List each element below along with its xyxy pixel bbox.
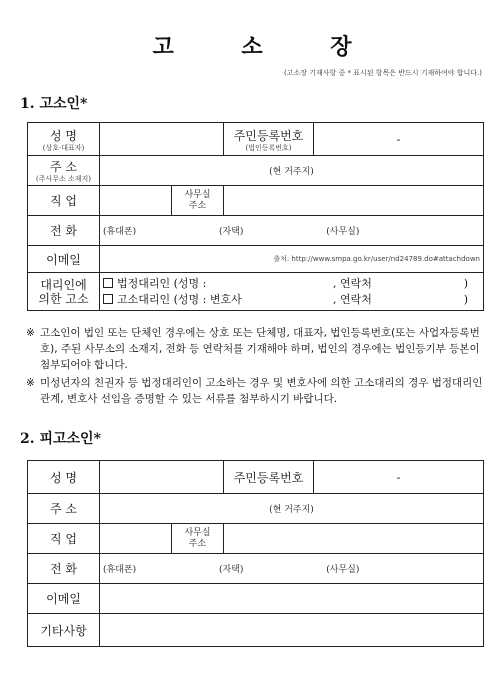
address-field[interactable]: (현 거주지) (100, 156, 484, 186)
section-heading-complainant: 1. 고소인* (20, 96, 88, 112)
legal-agent-close: ) (463, 276, 468, 290)
section-heading-defendant: 2. 피고소인* (20, 431, 101, 447)
def-rrn-label: 주민등록번호 (224, 461, 314, 494)
legal-agent-label: 법정대리인 (성명 : (117, 276, 207, 290)
attorney-agent-checkbox[interactable] (103, 294, 113, 304)
address-label: 주 소 (주사무소 소재지) (28, 156, 100, 186)
legal-agent-contact: , 연락처 (333, 276, 372, 290)
page-title: 고 소 장 (152, 34, 382, 60)
agent-options (100, 273, 484, 311)
def-email-field[interactable] (100, 584, 484, 614)
def-office-address-field[interactable] (224, 524, 484, 554)
required-note: (고소장 기재사항 중 * 표시된 항목은 반드시 기재하여야 합니다.) (283, 69, 482, 77)
job-field[interactable] (100, 186, 172, 216)
def-address-field[interactable]: (현 거주지) (100, 494, 484, 524)
name-field[interactable] (100, 123, 224, 156)
phone-label: 전 화 (28, 216, 100, 246)
email-field[interactable] (100, 246, 484, 273)
legal-agent-checkbox[interactable] (103, 278, 113, 288)
def-etc-field[interactable] (100, 614, 484, 647)
def-address-label: 주 소 (28, 494, 100, 524)
note-corporate: ※ 고소인이 법인 또는 단체인 경우에는 상호 또는 단체명, 대표자, 법인등록번호(또는 사업자등록번호), 주된 사무소의 소재지, 전화 등 연락처를 기재해야 하며, 법인의 경우에는 법인등기부 등본이 첨부되어야 합니다. (26, 327, 480, 371)
def-rrn-field[interactable]: - (314, 461, 484, 494)
source-text: 출처: http://www.smpa.go.kr/user/nd24789.do#attachdown (273, 255, 480, 263)
def-name-field[interactable] (100, 461, 224, 494)
attorney-agent-label: 고소대리인 (성명 : 변호사 (117, 292, 242, 306)
rrn-label: 주민등록번호 (법인등록번호) (224, 123, 314, 156)
def-phone-label: 전 화 (28, 554, 100, 584)
complainant-table (27, 122, 484, 311)
job-label: 직 업 (28, 186, 100, 216)
phone-office-label: (사무실) (326, 227, 360, 237)
phone-field[interactable] (100, 216, 484, 246)
email-label: 이메일 (28, 246, 100, 273)
def-job-field[interactable] (100, 524, 172, 554)
def-email-label: 이메일 (28, 584, 100, 614)
office-address-label: 사무실 주소 (172, 186, 224, 216)
def-etc-label: 기타사항 (28, 614, 100, 647)
def-name-label: 성 명 (28, 461, 100, 494)
attorney-agent-close: ) (463, 292, 468, 306)
office-address-field[interactable] (224, 186, 484, 216)
def-phone-office-label: (사무실) (326, 565, 360, 575)
def-phone-home-label: (자택) (218, 565, 244, 575)
agent-label: 대리인에 의한 고소 (28, 273, 100, 311)
phone-mobile-label: (휴대폰) (103, 227, 137, 237)
attorney-agent-contact: , 연락처 (333, 292, 372, 306)
def-phone-mobile-label: (휴대폰) (103, 565, 137, 575)
def-office-address-label: 사무실 주소 (172, 524, 224, 554)
name-label: 성 명 (상호·대표자) (28, 123, 100, 156)
def-job-label: 직 업 (28, 524, 100, 554)
def-phone-field[interactable] (100, 554, 484, 584)
phone-home-label: (자택) (218, 227, 244, 237)
note-minor: ※ 미성년자의 친권자 등 법정대리인이 고소하는 경우 및 변호사에 의한 고소대리의 경우 법정대리인 관계, 변호사 선임을 증명할 수 있는 서류를 첨부하시기 바랍니다. (26, 377, 483, 405)
rrn-field[interactable]: - (314, 123, 484, 156)
defendant-table (27, 460, 484, 647)
